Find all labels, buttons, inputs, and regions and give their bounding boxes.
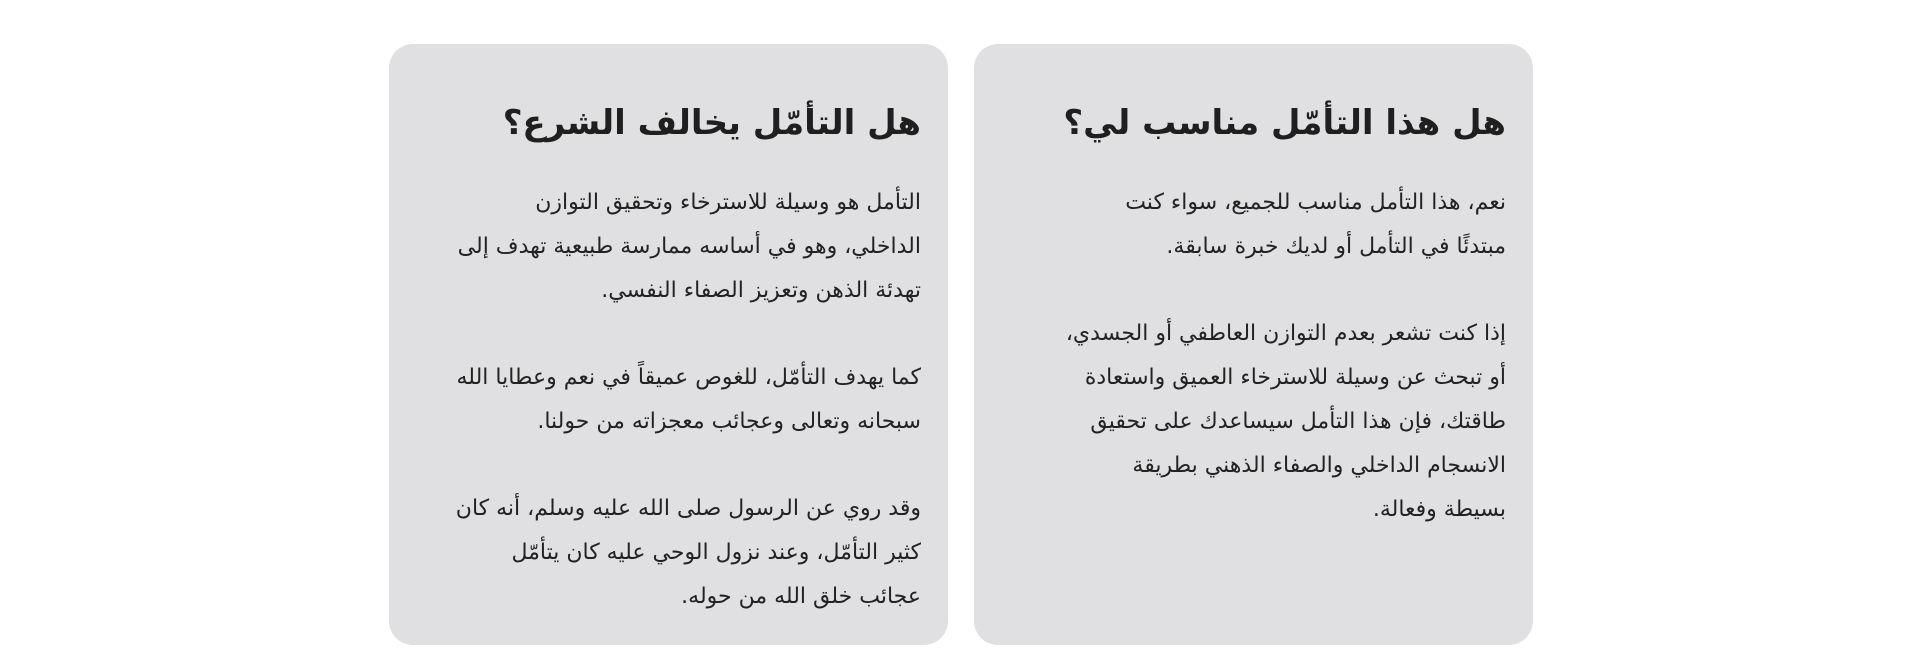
- faq-card-paragraph: التأمل هو وسيلة للاسترخاء وتحقيق التوازن الداخلي، وهو في أساسه ممارسة طبيعية تهدف إلى تهدئة الذهن وتعزيز الصفاء النفسي.: [457, 189, 921, 303]
- faq-card-paragraph: نعم، هذا التأمل مناسب للجميع، سواء كنت مبتدئًا في التأمل أو لديك خبرة سابقة.: [1125, 189, 1506, 259]
- faq-card-paragraph: كما يهدف التأمّل، للغوص عميقاً في نعم وعطايا الله سبحانه وتعالى وعجائب معجزاته من حولنا.: [456, 364, 921, 434]
- faq-card-body: [416, 181, 921, 619]
- faq-cards: [389, 44, 1533, 645]
- faq-card-body: [1001, 181, 1506, 532]
- faq-card-suitability: [974, 44, 1533, 645]
- faq-card-title: هل هذا التأمّل مناسب لي؟: [1063, 103, 1506, 143]
- faq-card-paragraph: وقد روي عن الرسول صلى الله عليه وسلم، أنه كان كثير التأمّل، وعند نزول الوحي عليه كان يتأمّل عجائب خلق الله من حوله.: [455, 495, 921, 609]
- faq-card-religion: [389, 44, 948, 645]
- faq-card-paragraph: إذا كنت تشعر بعدم التوازن العاطفي أو الجسدي، أو تبحث عن وسيلة للاسترخاء العميق واستعادة طاقتك، فإن هذا التأمل سيساعدك على تحقيق الانسجام الداخلي والصفاء الذهني بطريقة بسيطة وفعالة.: [1065, 320, 1506, 522]
- faq-card-title: هل التأمّل يخالف الشرع؟: [502, 103, 921, 143]
